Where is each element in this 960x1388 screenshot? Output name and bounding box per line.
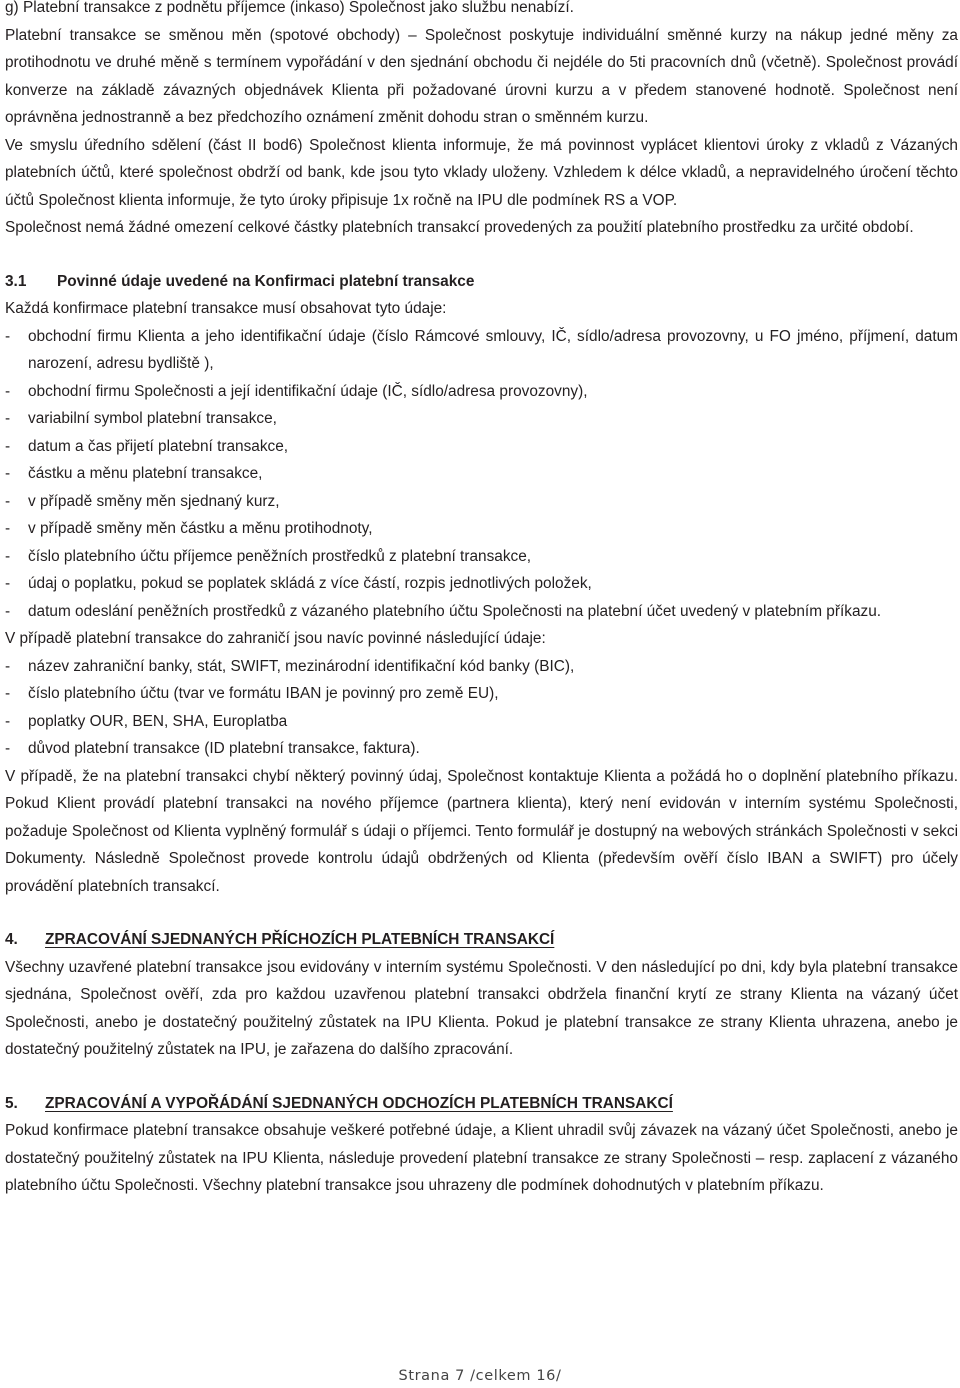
page-number-footer: Strana 7 /celkem 16/ [398, 1368, 562, 1384]
list-item: - datum a čas přijetí platební transakce, [5, 433, 958, 461]
paragraph-limit: Společnost nemá žádné omezení celkové částky platebních transakcí provedených za použití platebního prostředku za určité období. [5, 219, 914, 236]
list-item: - název zahraniční banky, stát, SWIFT, mezinárodní identifikační kód banky (BIC), [5, 653, 958, 681]
list-item: - poplatky OUR, BEN, SHA, Europlatba [5, 708, 958, 736]
foreign-fields-list [5, 653, 958, 763]
paragraph-interest: Ve smyslu úředního sdělení (část II bod6) Společnost klienta informuje, že má povinnost vyplácet klientovi úroky z vkladů z Vázaných platebních účtů, které společnost obdrží od bank, kde jsou tyto vklady uloženy. Vzhledem k délce vkladů, a nepravidelného úročení těchto účtů Společnost klienta informuje, že tyto úroky připisuje 1x ročně na IPU dle podmínek RS a VOP. [5, 136, 958, 209]
document-page [5, 0, 958, 1200]
list-item: - variabilní symbol platební transakce, [5, 405, 958, 433]
list-item: - v případě směny měn sjednaný kurz, [5, 488, 958, 516]
section-title: ZPRACOVÁNÍ SJEDNANÝCH PŘÍCHOZÍCH PLATEBNÍCH TRANSAKCÍ [45, 931, 555, 948]
list-item: - částku a měnu platební transakce, [5, 460, 958, 488]
section-title: ZPRACOVÁNÍ A VYPOŘÁDÁNÍ SJEDNANÝCH ODCHOZÍCH PLATEBNÍCH TRANSAKCÍ [45, 1094, 673, 1112]
section-title: Povinné údaje uvedené na Konfirmaci platební transakce [57, 272, 475, 290]
section-5-heading [5, 1090, 958, 1118]
section-5-text: Pokud konfirmace platební transakce obsahuje veškeré potřebné údaje, a Klient uhradil svůj závazek na vázaný účet Společnosti, anebo je dostatečný použitelný zůstatek na IPU Klienta, následuje provedení platební transakce ze strany Společnosti – resp. zaplacení z vázaného platebního účtu Společnosti. Všechny platební transakce jsou uhrazeny dle podmínek dohodnutých v platebním příkazu. [5, 1122, 958, 1194]
section-number: 5. [5, 1094, 18, 1112]
list-item: - číslo platebního účtu příjemce peněžních prostředků z platební transakce, [5, 543, 958, 571]
section-4-text: Všechny uzavřené platební transakce jsou evidovány v interním systému Společnosti. V den následující po dni, kdy byla platební transakce sjednána, Společnost ověří, zda pro každou uzavřenou platební transakci obdržela finanční krytí ze strany Klienta na vázaný účet Společnosti, anebo je dostatečný použitelný zůstatek na IPU Klienta. Pokud je platební transakce ze strany Klienta uhrazena, anebo je dostatečný použitelný zůstatek na IPU, je zařazena do dalšího zpracování. [5, 958, 958, 1058]
section-number: 4. [5, 931, 18, 948]
required-fields-list [5, 323, 958, 626]
paragraph-spot-trades: Platební transakce se směnou měn (spotové obchody) – Společnost poskytuje individuální směnné kurzy na nákup jedné měny za protihodnotu ve druhé měně s termínem vypořádání v den sjednání obchodu či nejdéle do 5ti pracovních dnů (včetně). Společnost provádí konverze na základě závazných objednávek Klienta při požadované úrovni kurzu a v předem stanovené hodnotě. Společnost není oprávněna jednostranně a bez předchozího oznámení změnit dohodu stran o směnném kurzu. [5, 26, 958, 126]
section-3-1-closing: V případě, že na platební transakci chybí některý povinný údaj, Společnost kontaktuje Klienta a požádá ho o doplnění platebního příkazu. Pokud Klient provádí platební transakci na nového příjemce (partnera klienta), který není evidován v interním systému Společnosti, požaduje Společnost od Klienta vyplněný formulář s údaji o příjemci. Tento formulář je dostupný na webových stránkách Společnosti v sekci Dokumenty. Následně Společnost provede kontrolu údajů obdržených od Klienta (především ověří číslo IBAN a SWIFT) pro účely provádění platebních transakcí. [5, 767, 958, 895]
paragraph-inkaso: g) Platební transakce z podnětu příjemce (inkaso) Společnost jako službu nenabízí. [5, 0, 574, 16]
section-3-1-heading [5, 268, 958, 296]
section-4-heading [5, 926, 958, 954]
list-item: - datum odeslání peněžních prostředků z vázaného platebního účtu Společnosti na platební účet uvedený v platebním příkazu. [5, 598, 958, 626]
list-item: - obchodní firmu Společnosti a její identifikační údaje (IČ, sídlo/adresa provozovny), [5, 378, 958, 406]
section-number: 3.1 [5, 272, 27, 290]
list-item: - v případě směny měn částku a měnu protihodnoty, [5, 515, 958, 543]
foreign-lead: V případě platební transakce do zahraničí jsou navíc povinné následující údaje: [5, 630, 546, 647]
list-item: - obchodní firmu Klienta a jeho identifikační údaje (číslo Rámcové smlouvy, IČ, sídlo/adresa provozovny, u FO jméno, příjmení, datum narození, adresu bydliště ), [5, 323, 958, 378]
list-item: - důvod platební transakce (ID platební transakce, faktura). [5, 735, 958, 763]
section-3-1-lead: Každá konfirmace platební transakce musí obsahovat tyto údaje: [5, 300, 447, 317]
list-item: - číslo platebního účtu (tvar ve formátu IBAN je povinný pro země EU), [5, 680, 958, 708]
list-item: - údaj o poplatku, pokud se poplatek skládá z více částí, rozpis jednotlivých položek, [5, 570, 958, 598]
